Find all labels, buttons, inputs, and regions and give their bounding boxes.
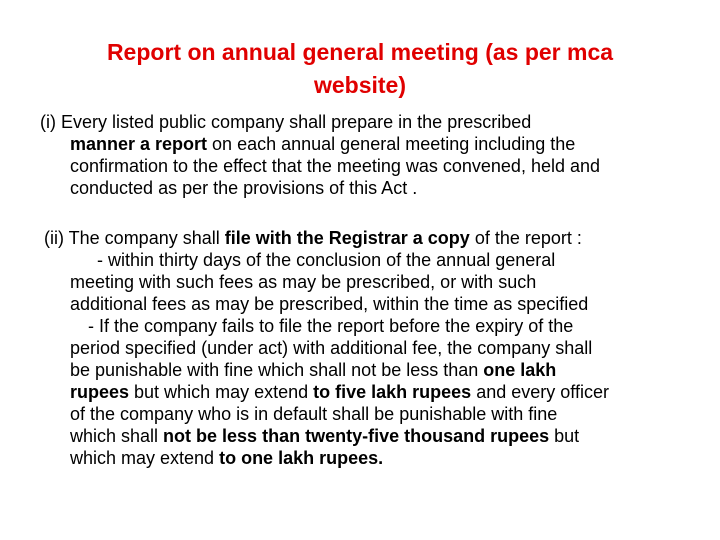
point-ii-bold-text: file with the Registrar a copy — [224, 228, 470, 248]
point-ii-line — [44, 293, 609, 315]
point-ii-text: and every officer — [471, 382, 609, 402]
point-ii-text: of the report : — [469, 228, 582, 248]
point-ii-text: of the company who is in default shall be punishable with fine — [70, 404, 558, 424]
point-ii-bold-text: one lakh — [483, 360, 557, 380]
point-ii-bold-text: not be less than twenty-five thousand rupees — [163, 426, 550, 446]
point-ii-text: additional fees as may be prescribed, within the time as specified — [70, 294, 589, 314]
point-ii-line — [44, 227, 609, 249]
point-ii — [44, 227, 609, 469]
point-ii-text: but — [549, 426, 580, 446]
point-ii-text: (ii) The company shall — [44, 228, 225, 248]
point-ii-line — [44, 271, 609, 293]
point-ii-line — [44, 359, 609, 381]
point-ii-bold-text: to five lakh rupees — [313, 382, 472, 402]
point-i-text: confirmation to the effect that the meeting was convened, held and — [70, 156, 601, 176]
point-ii-line — [44, 447, 609, 469]
point-i-line — [40, 111, 600, 133]
point-i-text: conducted as per the provisions of this Act . — [70, 178, 418, 198]
point-i-line — [40, 155, 600, 177]
point-i-line — [40, 177, 600, 199]
point-ii-line — [44, 425, 609, 447]
point-ii-text: which may extend — [70, 448, 220, 468]
point-ii-text: but which may extend — [129, 382, 314, 402]
point-ii-text: meeting with such fees as may be prescribed, or with such — [70, 272, 537, 292]
point-i-text: (i) Every listed public company shall prepare in the prescribed — [40, 112, 532, 132]
point-ii-line — [44, 315, 609, 337]
point-ii-line — [44, 337, 609, 359]
slide-title: Report on annual general meeting (as per mca website) — [106, 39, 614, 98]
point-ii-bold-text: to one lakh rupees. — [219, 448, 384, 468]
point-i-text: on each annual general meeting including the — [207, 134, 576, 154]
point-ii-text: - within thirty days of the conclusion of the annual general — [97, 250, 556, 270]
point-ii-text: be punishable with fine which shall not be less than — [70, 360, 484, 380]
point-ii-text: - If the company fails to file the report before the expiry of the — [88, 316, 574, 336]
point-i-line — [40, 133, 600, 155]
point-ii-line — [44, 381, 609, 403]
point-i — [40, 111, 600, 199]
point-ii-line — [44, 249, 609, 271]
point-ii-text: which shall — [70, 426, 164, 446]
point-ii-bold-text: rupees — [70, 382, 130, 402]
point-ii-line — [44, 403, 609, 425]
point-ii-text: period specified (under act) with additional fee, the company shall — [70, 338, 593, 358]
point-i-bold-text: manner a report — [70, 134, 208, 154]
